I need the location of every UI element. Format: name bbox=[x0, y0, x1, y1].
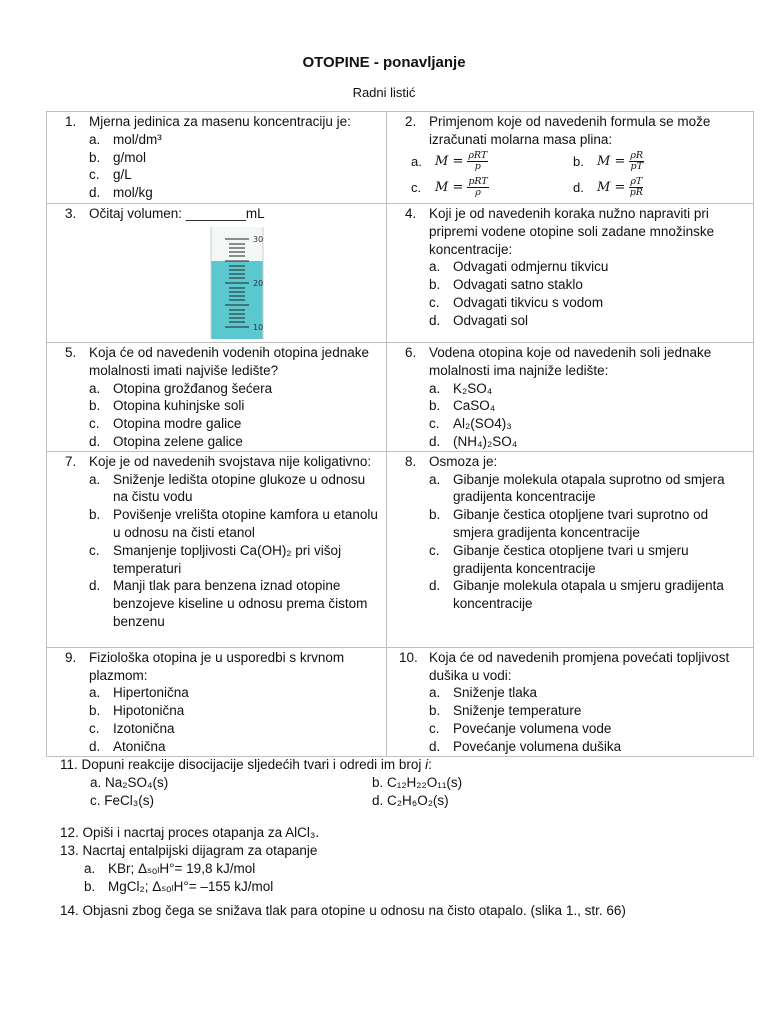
tick-20: 20 bbox=[253, 278, 264, 288]
question-2: 2. Primjenom koje od navedenih formula se može izračunati molarna masa plina: a. M = $\frac{\text{ρRT}}{p}$ b. M = $\frac{\rho R}{pT}$ c. M = $\frac{\text{pRT}}{\rho}$ d. M = $\frac{\rho T}{pR}$ bbox=[387, 112, 754, 204]
question-9: 9. Fiziološka otopina je u usporedbi s krvnom plazmom: a. Hipertonična b. Hipotonična c. Izotonična d. Atonična bbox=[47, 647, 387, 756]
formula-c: c. M = $\frac{\text{pRT}}{\rho}$ bbox=[411, 176, 488, 199]
question-1: 1. Mjerna jedinica za masenu koncentraciju je: a. mol/dm³ b. g/mol c. g/L d. mol/kg bbox=[47, 112, 387, 204]
page-subtitle: Radni listić bbox=[352, 85, 416, 100]
formula-d: d. M = $\frac{\rho T}{pR}$ bbox=[573, 176, 643, 199]
question-4: 4. Koji je od navedenih koraka nužno napraviti pri pripremi vodene otopine soli zadane množinske koncentracije: a. Odvagati odmjernu tikvicu b. Odvagati satno staklo c. Odvagati tikvicu s vodom d. Odvagati sol bbox=[387, 204, 754, 343]
question-7: 7. Koje je od navedenih svojstava nije koligativno: a. Sniženje ledišta otopine glukoze u odnosu na čistu vodu b. Povišenje vrelišta otopine kamfora u etanolu u odnosu na čisti etanol c. Smanjenje topljivosti Ca(OH)₂ pri višoj temperaturi d. Manji tlak para benzena iznad otopine benzojeve kiseline u odnosu prema čistom benzenu bbox=[47, 451, 387, 647]
question-5: 5. Koja će od navedenih vodenih otopina jednake molalnosti imati najviše ledište? a. Otopina grožđanog šećera b. Otopina kuhinjske soli c. Otopina modre galice d. Otopina zelene galice bbox=[47, 343, 387, 452]
question-14: 14. Objasni zbog čega se snižava tlak para otopine u odnosu na čisto otapalo. (slika 1., str. 66) bbox=[60, 903, 626, 918]
tick-30: 30 bbox=[253, 234, 264, 244]
graduated-cylinder-icon bbox=[199, 227, 279, 339]
question-10: 10. Koja će od navedenih promjena povećati topljivost dušika u vodi: a. Sniženje tlaka b. Sniženje temperature c. Povećanje volumena vode d. Povećanje volumena dušika bbox=[387, 647, 754, 756]
tick-10: 10 bbox=[253, 322, 264, 332]
question-8: 8. Osmoza je: a. Gibanje molekula otapala suprotno od smjera gradijenta koncentracije b. Gibanje čestica otopljene tvari suprotno od smjera gradijenta koncentracije c. Gibanje čestica otopljene tvari u smjeru gradijenta koncentracije d. Gibanje molekula otapala u smjeru gradijenta koncentracije bbox=[387, 451, 754, 647]
formula-a: a. M = $\frac{\text{ρRT}}{p}$ bbox=[411, 150, 488, 173]
questions-table bbox=[46, 111, 754, 757]
question-11: 11. Dopuni reakcije disocijacije sljedećih tvari i odredi im broj i: a. Na₂SO₄(s) b. C₁₂H₂₂O₁₁(s) c. FeCl₃(s) d. C₂H₆O₂(s) bbox=[60, 757, 463, 808]
question-13: 13. Nacrtaj entalpijski dijagram za otapanje a. KBr; ΔₛₒₗH°= 19,8 kJ/mol b. MgCl₂; ΔₛₒₗH°= –155 kJ/mol bbox=[60, 843, 318, 894]
formula-b: b. M = $\frac{\rho R}{pT}$ bbox=[573, 150, 644, 173]
question-12: 12. Opiši i nacrtaj proces otapanja za AlCl₃. bbox=[60, 825, 320, 840]
question-3: 3. Očitaj volumen: ________mL 30 20 10 bbox=[47, 204, 387, 343]
question-6: 6. Vodena otopina koje od navedenih soli jednake molalnosti ima najniže ledište: a. K₂SO₄ b. CaSO₄ c. Al₂(SO4)₃ d. (NH₄)₂SO₄ bbox=[387, 343, 754, 452]
page-title: OTOPINE - ponavljanje bbox=[302, 54, 466, 71]
